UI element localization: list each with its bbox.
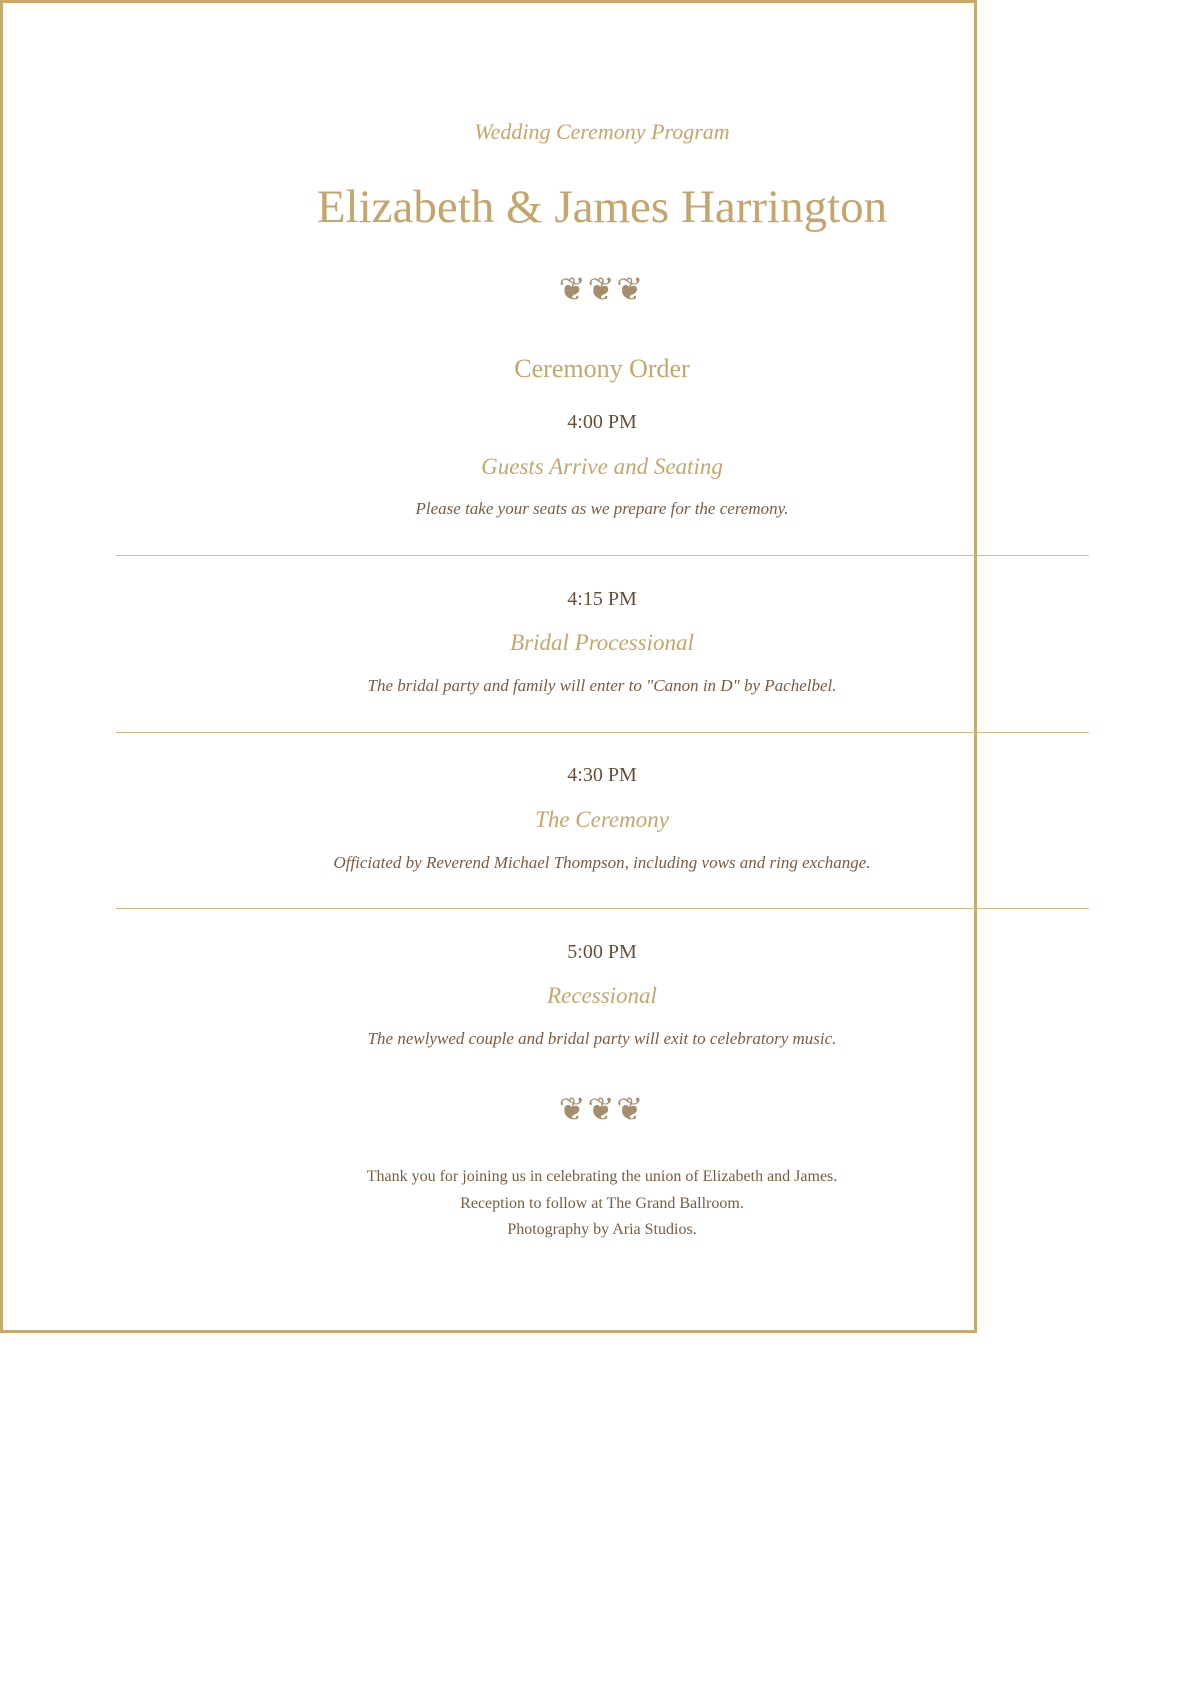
program-subtitle: Wedding Ceremony Program: [474, 119, 730, 144]
event-description: Please take your seats as we prepare for the ceremony.: [415, 499, 789, 518]
event-description: The newlywed couple and bridal party will exit to celebratory music.: [367, 1029, 837, 1048]
event-time: 5:00 PM: [567, 941, 637, 963]
ceremony-order-heading: Ceremony Order: [514, 354, 690, 383]
event-divider: [116, 908, 1089, 909]
event-title: Guests Arrive and Seating: [481, 454, 723, 479]
couple-names-title: Elizabeth & James Harrington: [316, 181, 888, 233]
event-divider: [116, 732, 1089, 733]
event-time: 4:30 PM: [567, 764, 637, 786]
event-description: The bridal party and family will enter to "Canon in D" by Pachelbel.: [367, 676, 837, 695]
event-title: Recessional: [547, 983, 657, 1008]
floral-heart-ornament-icon: ❦❦❦: [558, 270, 646, 308]
event-time: 4:00 PM: [567, 411, 637, 433]
closing-photography-credit: Photography by Aria Studios.: [507, 1221, 697, 1238]
closing-thank-you: Thank you for joining us in celebrating the union of Elizabeth and James.: [366, 1168, 838, 1185]
event-title: The Ceremony: [535, 807, 669, 832]
closing-reception-note: Reception to follow at The Grand Ballroom.: [460, 1195, 744, 1212]
event-divider: [116, 555, 1089, 556]
event-time: 4:15 PM: [567, 588, 637, 610]
event-description: Officiated by Reverend Michael Thompson, including vows and ring exchange.: [333, 853, 871, 872]
event-title: Bridal Processional: [510, 630, 694, 655]
floral-heart-ornament-icon: ❦❦❦: [558, 1090, 646, 1128]
